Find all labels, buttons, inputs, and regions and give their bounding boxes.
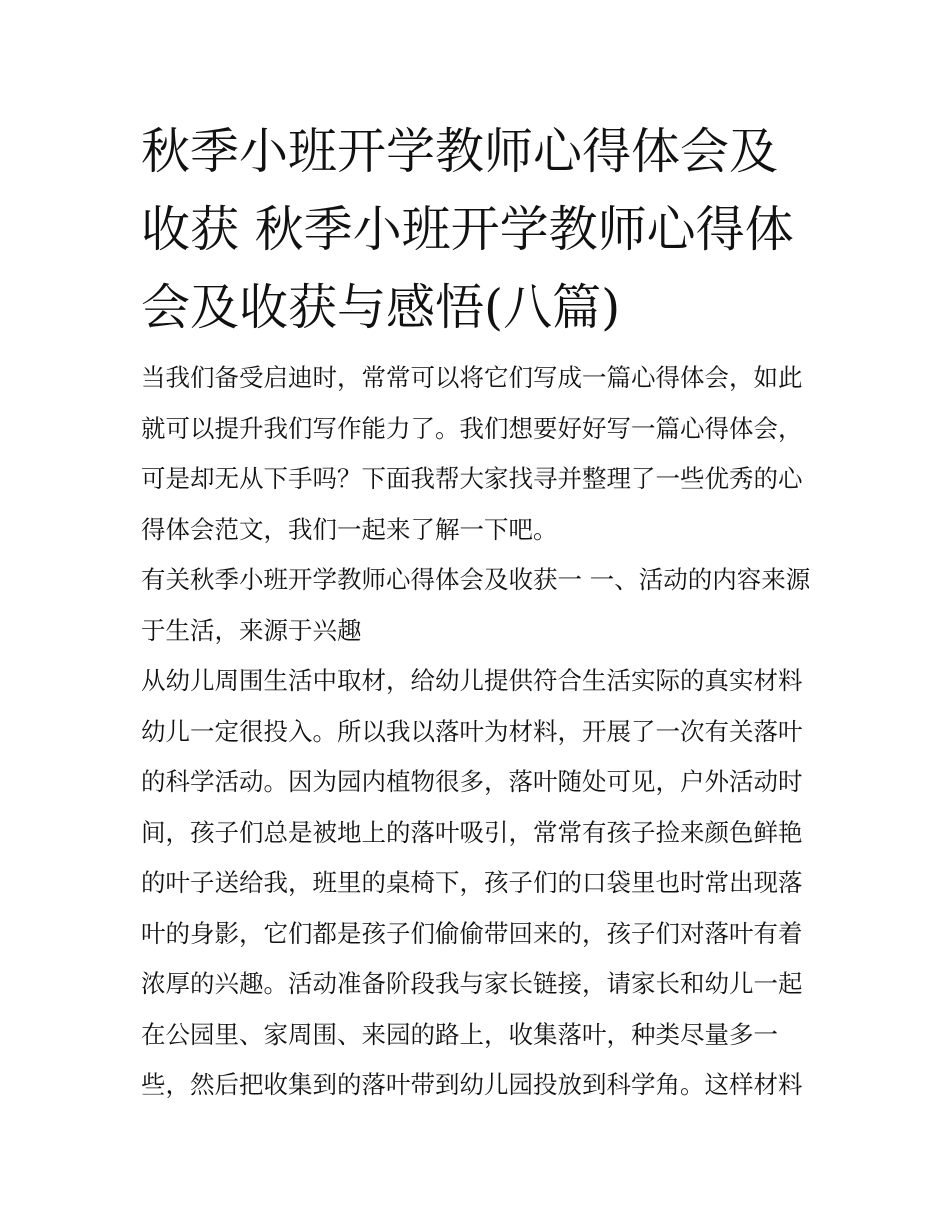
section-heading-paragraph: 有关秋季小班开学教师心得体会及收获一 一、活动的内容来源于生活，来源于兴趣 [141,565,811,645]
intro-paragraph: 当我们备受启迪时，常常可以将它们写成一篇心得体会，如此就可以提升我们写作能力了。我们想要好好写一篇心得体会，可是却无从下手吗？下面我帮大家找寻并整理了一些优秀的心得体会范文，我们一起来了解一下吧。 [141,363,803,544]
document-title: 秋季小班开学教师心得体会及收获 秋季小班开学教师心得体会及收获与感悟(八篇) [141,123,794,336]
body-paragraph: 从幼儿周围生活中取材，给幼儿提供符合生活实际的真实材料幼儿一定很投入。所以我以落叶为材料，开展了一次有关落叶的科学活动。因为园内植物很多，落叶随处可见，户外活动时间，孩子们总是被地上的落叶吸引，常常有孩子捡来颜色鲜艳的叶子送给我，班里的桌椅下，孩子们的口袋里也时常出现落叶的身影，它们都是孩子们偷偷带回来的，孩子们对落叶有着浓厚的兴趣。活动准备阶段我与家长链接，请家长和幼儿一起在公园里、家周围、来园的路上，收集落叶，种类尽量多一些，然后把收集到的落叶带到幼儿园投放到科学角。这样材料 [141,666,803,1099]
document-body [141,113,816,1111]
